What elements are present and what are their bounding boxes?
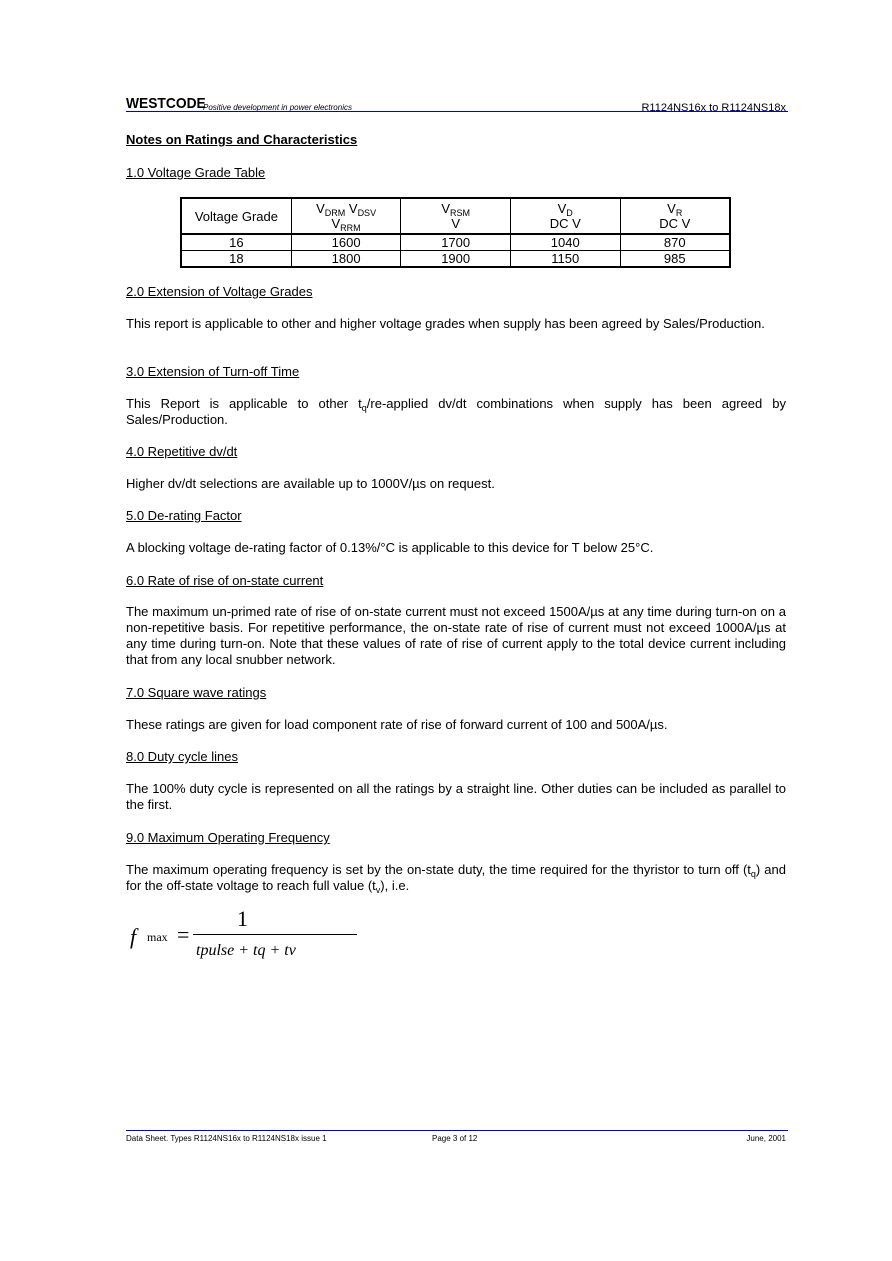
- footer-rule: [126, 1130, 788, 1131]
- max-frequency-formula: [130, 908, 330, 968]
- section-1-heading: 1.0 Voltage Grade Table: [126, 165, 266, 180]
- section-4-text: Higher dv/dt selections are available up to 1000V/µs on request.: [126, 476, 495, 491]
- header-vdrm: $V_{DRM}$ $V_{DSV}$ $V_{RRM}$: [291, 198, 401, 234]
- section-7-heading: 7.0 Square wave ratings: [126, 685, 267, 700]
- table-cell: 1800: [291, 251, 401, 268]
- company-tagline: Positive development in power electronics: [203, 103, 352, 112]
- formula-max: max: [147, 930, 168, 944]
- table-cell: 1040: [510, 234, 620, 251]
- formula-numerator: 1: [237, 906, 248, 931]
- section-9-text: The maximum operating frequency is set by the on-state duty, the time required for the thyristor to turn off $(t_q)$ and for the off-state voltage to reach full value $(t_v)$, i.e.: [126, 862, 786, 895]
- header-vr: $V_R$ DC V: [620, 198, 730, 234]
- formula-denominator: tpulse + tq + tv: [196, 942, 296, 959]
- section-6-heading: 6.0 Rate of rise of on-state current: [126, 573, 324, 588]
- section-6-text: The maximum un-primed rate of rise of on-state current must not exceed 1500A/µs at any time during turn-on on a non-repetitive basis. For repetitive performance, the on-state rate of rise of current must not exceed 1000A/µs at any time during turn-on. Note that these values of rate of rise of current apply to the total device current including that from any local snubber network.: [126, 604, 786, 667]
- header-voltage-grade: Voltage Grade: [181, 198, 291, 234]
- header-vrsm: $V_{RSM}$ V: [401, 198, 511, 234]
- section-2-text: This report is applicable to other and higher voltage grades when supply has been agreed by Sales/Production.: [126, 316, 765, 331]
- table-cell: 16: [181, 234, 291, 251]
- section-3-heading: 3.0 Extension of Turn-off Time: [126, 364, 300, 379]
- footer-document-name: Data Sheet. Types R1124NS16x to R1124NS18x issue 1: [126, 1134, 327, 1143]
- table-cell: 985: [620, 251, 730, 268]
- section-5-text: A blocking voltage de-rating factor of 0.13%/°C is applicable to this device for T below 25°C.: [126, 540, 654, 555]
- section-4-heading: 4.0 Repetitive dv/dt: [126, 444, 238, 459]
- part-code: R1124NS16x to R1124NS18x: [641, 102, 786, 114]
- table-header-row: [181, 198, 730, 234]
- voltage-grade-table: [180, 197, 731, 268]
- section-2-heading: 2.0 Extension of Voltage Grades: [126, 284, 313, 299]
- section-3-text: This Report is applicable to other $t_q/re$-applied dv/dt combinations when supply has been agreed by Sales/Production.: [126, 396, 786, 427]
- section-8-heading: 8.0 Duty cycle lines: [126, 749, 238, 764]
- table-cell: 1900: [401, 251, 511, 268]
- table-row: [181, 251, 730, 268]
- section-5-heading: 5.0 De-rating Factor: [126, 508, 242, 523]
- table-cell: 870: [620, 234, 730, 251]
- table-row: [181, 234, 730, 251]
- formula-f: f: [130, 924, 137, 949]
- header-vd: $V_D$ DC V: [510, 198, 620, 234]
- table-cell: 18: [181, 251, 291, 268]
- table-cell: 1150: [510, 251, 620, 268]
- footer-date: June, 2001: [746, 1134, 786, 1143]
- formula-fraction-bar: [193, 934, 357, 935]
- section-7-text: These ratings are given for load component rate of rise of forward current of 100 and 500A/µs.: [126, 717, 668, 732]
- footer-page-number: Page 3 of 12: [432, 1134, 478, 1143]
- header-rule: [126, 111, 788, 112]
- page-title: Notes on Ratings and Characteristics: [126, 132, 358, 147]
- formula-equals: =: [177, 922, 190, 947]
- table-cell: 1700: [401, 234, 511, 251]
- section-8-text: The 100% duty cycle is represented on all the ratings by a straight line. Other duties can be included as parallel to the first.: [126, 781, 786, 812]
- company-logo: WESTCODE: [126, 95, 206, 112]
- table-cell: 1600: [291, 234, 401, 251]
- section-9-heading: 9.0 Maximum Operating Frequency: [126, 830, 330, 845]
